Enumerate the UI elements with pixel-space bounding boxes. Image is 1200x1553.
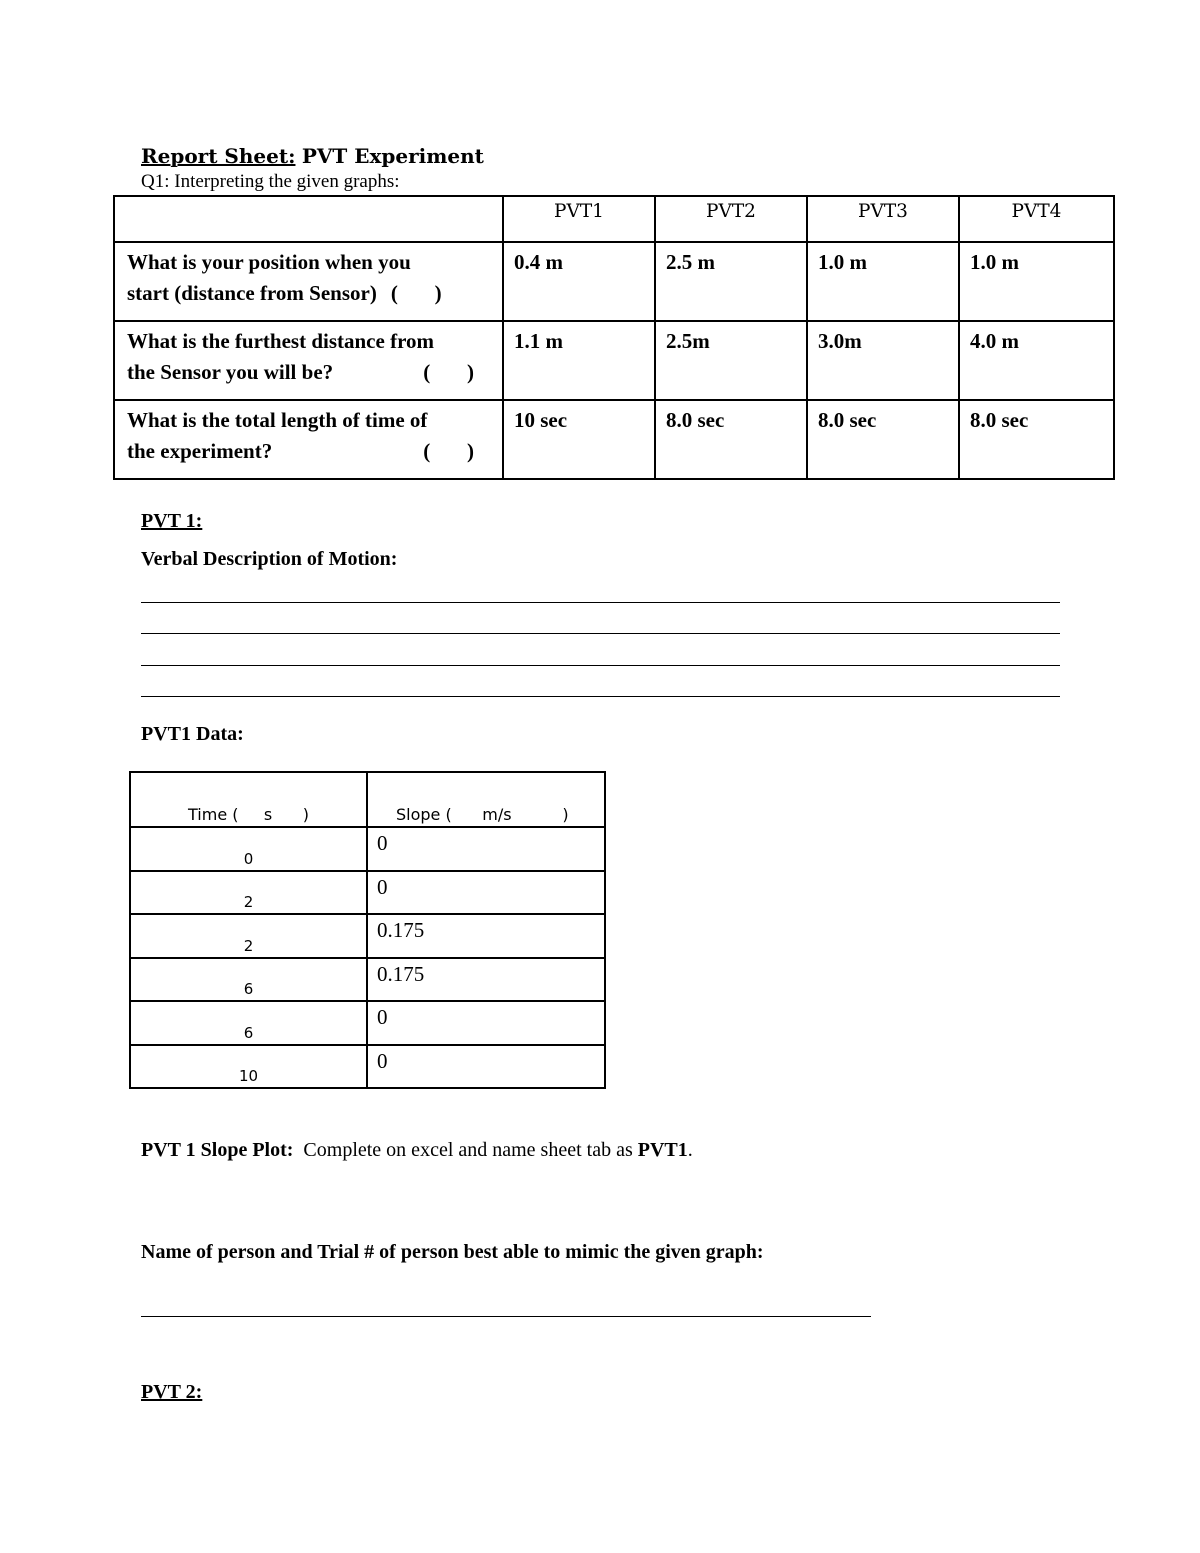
- unit-blank[interactable]: ( ): [423, 439, 474, 463]
- slope-cell[interactable]: [367, 914, 605, 958]
- q1-prompt: Q1: Interpreting the given graphs:: [141, 171, 400, 192]
- q1-table: [113, 195, 1115, 480]
- q1-row-total-time: [114, 400, 1114, 479]
- answer-line[interactable]: [141, 633, 1060, 634]
- slope-value: 0.175: [377, 961, 425, 986]
- q1-value-cell[interactable]: 1.0 m: [959, 242, 1114, 321]
- data-header-row: [130, 772, 605, 827]
- time-cell[interactable]: [130, 914, 367, 958]
- answer-line[interactable]: [141, 665, 1060, 666]
- q1-question-cell: [114, 242, 503, 321]
- q1-value-cell[interactable]: 1.1 m: [503, 321, 655, 400]
- data-row: [130, 1045, 605, 1089]
- q1-value-cell[interactable]: 8.0 sec: [807, 400, 959, 479]
- slope-header: Slope ( m/s ): [396, 805, 569, 824]
- sheet-tab-name: PVT1: [637, 1139, 688, 1161]
- slope-cell[interactable]: [367, 958, 605, 1002]
- report-sheet-label: Report Sheet:: [141, 144, 296, 168]
- slope-value: 0: [377, 1005, 388, 1029]
- time-value: 0: [243, 849, 254, 868]
- data-row: [130, 827, 605, 871]
- question-line: What is the total length of time of: [127, 408, 428, 432]
- period: .: [687, 1139, 693, 1161]
- time-value: 10: [238, 1067, 259, 1085]
- q1-col-pvt2: PVT2: [655, 196, 807, 242]
- time-cell[interactable]: [130, 827, 367, 871]
- pvt1-data-label: PVT1 Data:: [141, 723, 244, 745]
- slope-cell[interactable]: [367, 1045, 605, 1089]
- q1-question-cell: [114, 400, 503, 479]
- time-cell[interactable]: [130, 1001, 367, 1045]
- unit-blank[interactable]: ( ): [423, 360, 474, 384]
- pvt1-heading: PVT 1:: [141, 510, 203, 532]
- answer-line[interactable]: [141, 696, 1060, 697]
- question-line: the Sensor you will be?: [127, 360, 334, 384]
- slope-value: 0: [377, 1048, 388, 1073]
- q1-value-cell[interactable]: 10 sec: [503, 400, 655, 479]
- q1-question-cell: [114, 321, 503, 400]
- q1-value-cell[interactable]: 8.0 sec: [655, 400, 807, 479]
- slope-header-cell: [367, 772, 605, 827]
- time-value: 2: [243, 893, 254, 911]
- q1-col-pvt1: PVT1: [503, 196, 655, 242]
- q1-col-pvt4: PVT4: [959, 196, 1114, 242]
- slope-plot-label: PVT 1 Slope Plot:: [141, 1139, 294, 1161]
- slope-cell[interactable]: [367, 827, 605, 871]
- question-line: the experiment?: [127, 439, 273, 463]
- data-row: [130, 914, 605, 958]
- question-line: start (distance from Sensor): [127, 281, 377, 305]
- data-row: [130, 1001, 605, 1045]
- answer-line[interactable]: [141, 602, 1060, 603]
- q1-col-pvt3: PVT3: [807, 196, 959, 242]
- experiment-title: PVT Experiment: [301, 144, 484, 168]
- unit-blank[interactable]: ( ): [390, 281, 442, 305]
- pvt2-heading: PVT 2:: [141, 1381, 203, 1403]
- q1-value-cell[interactable]: 4.0 m: [959, 321, 1114, 400]
- mimic-label: Name of person and Trial # of person best able to mimic the given graph:: [141, 1241, 764, 1263]
- data-row: [130, 958, 605, 1002]
- slope-value: 0: [377, 874, 388, 899]
- mimic-answer-line[interactable]: [141, 1316, 871, 1317]
- report-title: [141, 144, 484, 168]
- q1-row-start-position: [114, 242, 1114, 321]
- time-header-cell: [130, 772, 367, 827]
- time-value: 2: [243, 936, 254, 955]
- slope-value: 0.175: [377, 918, 425, 942]
- q1-header-row: [114, 196, 1114, 242]
- slope-cell[interactable]: [367, 1001, 605, 1045]
- time-cell[interactable]: [130, 871, 367, 915]
- pvt1-data-table: [129, 771, 606, 1089]
- q1-value-cell[interactable]: 3.0m: [807, 321, 959, 400]
- verbal-description-label: Verbal Description of Motion:: [141, 548, 398, 570]
- slope-value: 0: [377, 831, 388, 855]
- q1-corner-cell: [114, 196, 503, 242]
- slope-cell[interactable]: [367, 871, 605, 915]
- time-cell[interactable]: [130, 1045, 367, 1089]
- question-line: What is the furthest distance from: [127, 329, 435, 353]
- time-value: 6: [243, 1023, 254, 1042]
- q1-value-cell[interactable]: 2.5 m: [655, 242, 807, 321]
- time-header: Time ( s ): [188, 805, 310, 824]
- q1-value-cell[interactable]: 8.0 sec: [959, 400, 1114, 479]
- question-line: What is your position when you: [127, 250, 411, 274]
- time-value: 6: [243, 980, 254, 998]
- q1-value-cell[interactable]: 1.0 m: [807, 242, 959, 321]
- data-row: [130, 871, 605, 915]
- slope-plot-instruction: [141, 1139, 693, 1162]
- q1-row-furthest-distance: [114, 321, 1114, 400]
- slope-plot-text: Complete on excel and name sheet tab as: [303, 1139, 633, 1161]
- q1-value-cell[interactable]: 0.4 m: [503, 242, 655, 321]
- q1-value-cell[interactable]: 2.5m: [655, 321, 807, 400]
- time-cell[interactable]: [130, 958, 367, 1002]
